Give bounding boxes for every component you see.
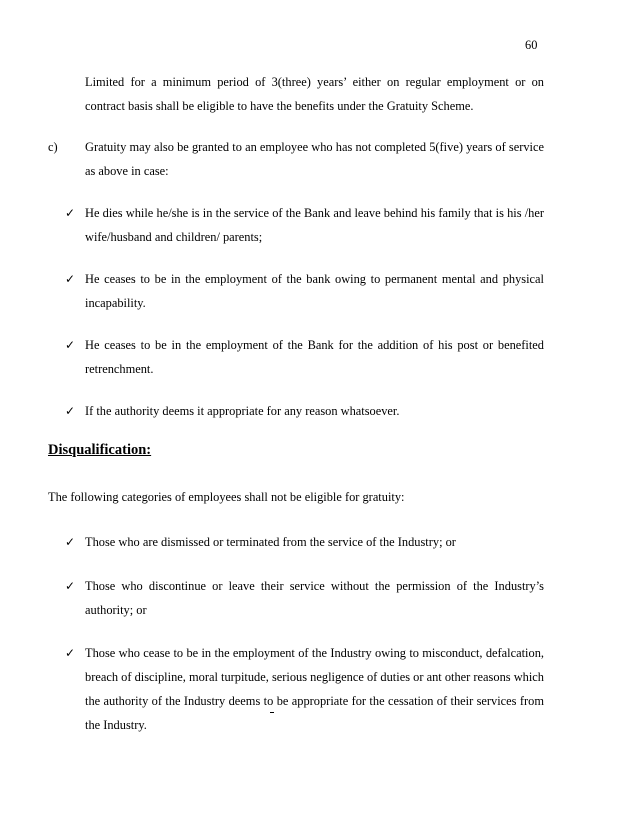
check-mark-icon: ✓ [65,646,76,660]
intro-paragraph: Limited for a minimum period of 3(three) years’ either on regular employment or on contract basis shall be eligible to have the benefits under the Gratuity Scheme. [85,75,544,113]
list-item: Those who cease to be in the employment of the Industry owing to misconduct, defalcation, breach of discipline, moral turpitude, serious negligence of duties or ant other reasons which the authority of the Industry deems to be appropriate for the cessation of their services from the Industry. [85,646,544,732]
list-item: If the authority deems it appropriate for any reason whatsoever. [85,404,400,418]
disqualification-heading: Disqualification: [48,442,152,458]
check-mark-icon: ✓ [65,272,76,286]
check-mark-icon: ✓ [65,535,76,549]
list-item: Those who discontinue or leave their service without the permission of the Industry’s authority; or [85,579,544,617]
check-mark-icon: ✓ [65,579,76,593]
list-item: Those who are dismissed or terminated from the service of the Industry; or [85,535,456,549]
list-item: He ceases to be in the employment of the Bank for the addition of his post or benefited retrenchment. [85,338,544,376]
disqualification-intro: The following categories of employees shall not be eligible for gratuity: [48,490,405,504]
check-mark-icon: ✓ [65,206,76,220]
list-item: He dies while he/she is in the service of the Bank and leave behind his family that is his /her wife/husband and children/ parents; [85,206,544,244]
item-c-text: Gratuity may also be granted to an employee who has not completed 5(five) years of service as above in case: [85,140,544,178]
stray-mark [270,712,274,713]
item-c-label: c) [48,140,58,154]
check-mark-icon: ✓ [65,338,76,352]
list-item: He ceases to be in the employment of the bank owing to permanent mental and physical incapability. [85,272,544,310]
page-number: 60 [525,38,538,52]
check-mark-icon: ✓ [65,404,76,418]
